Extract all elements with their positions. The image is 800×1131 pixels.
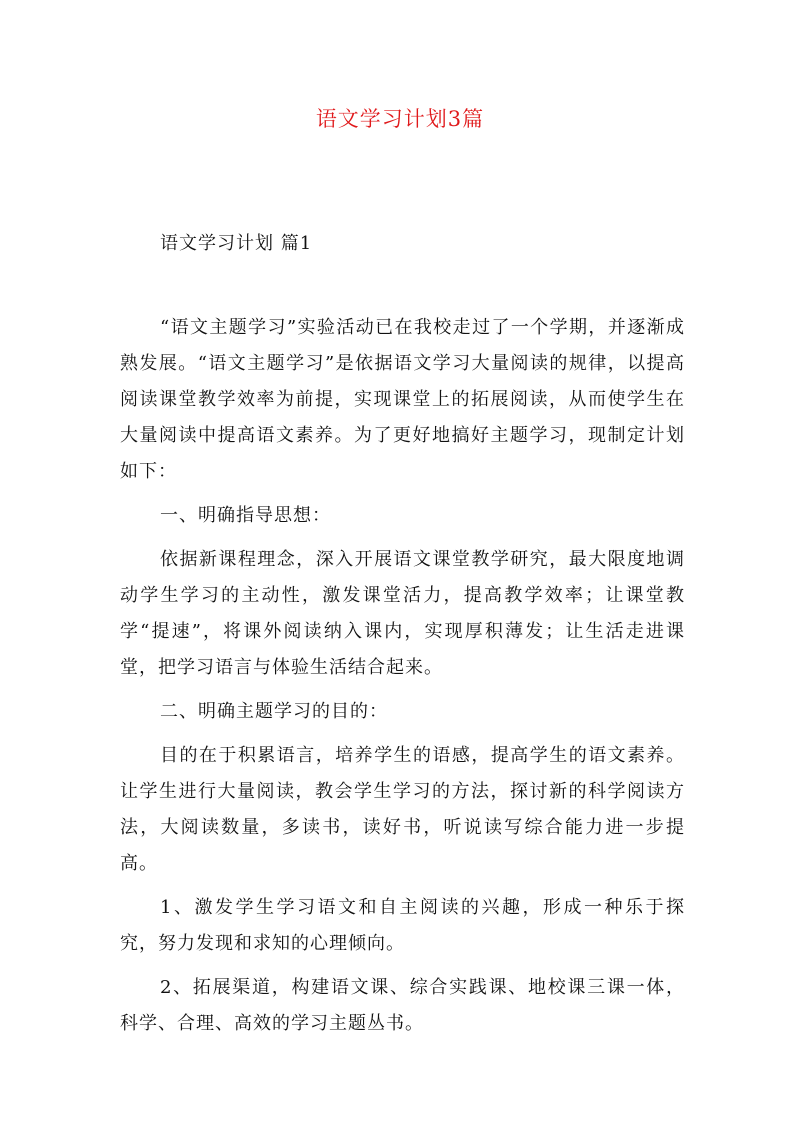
section-heading: 语文学习计划 篇1 bbox=[160, 233, 313, 254]
paragraph-intro: “语文主题学习”实验活动已在我校走过了一个学期，并逐渐成熟发展。“语文主题学习”是依据语文学习大量阅读的规律，以提高阅读课堂教学效率为前提，实现课堂上的拓展阅读，从而使学生在大量阅读中提高语文素养。为了更好地搞好主题学习，现制定计划如下： bbox=[120, 317, 685, 482]
document-title: 语文学习计划3篇 bbox=[315, 107, 485, 131]
paragraph-guiding-ideas: 依据新课程理念，深入开展语文课堂教学研究，最大限度地调动学生学习的主动性，激发课堂活力，提高教学效率；让课堂教学“提速”，将课外阅读纳入课内，实现厚积薄发；让生活走进课堂，把学习语言与体验生活结合起来。 bbox=[120, 549, 685, 678]
list-item-2: 2、拓展渠道，构建语文课、综合实践课、地校课三课一体，科学、合理、高效的学习主题丛书。 bbox=[120, 977, 685, 1034]
heading-learning-purpose: 二、明确主题学习的目的： bbox=[160, 701, 388, 722]
document-body bbox=[120, 310, 685, 1042]
heading-guiding-ideas: 一、明确指导思想： bbox=[160, 505, 331, 526]
list-item-1: 1、激发学生学习语文和自主阅读的兴趣，形成一种乐于探究，努力发现和求知的心理倾向。 bbox=[120, 897, 685, 954]
paragraph-learning-purpose: 目的在于积累语言，培养学生的语感，提高学生的语文素养。让学生进行大量阅读，教会学生学习的方法，探讨新的科学阅读方法，大阅读数量，多读书，读好书，听说读写综合能力进一步提高。 bbox=[120, 745, 685, 874]
